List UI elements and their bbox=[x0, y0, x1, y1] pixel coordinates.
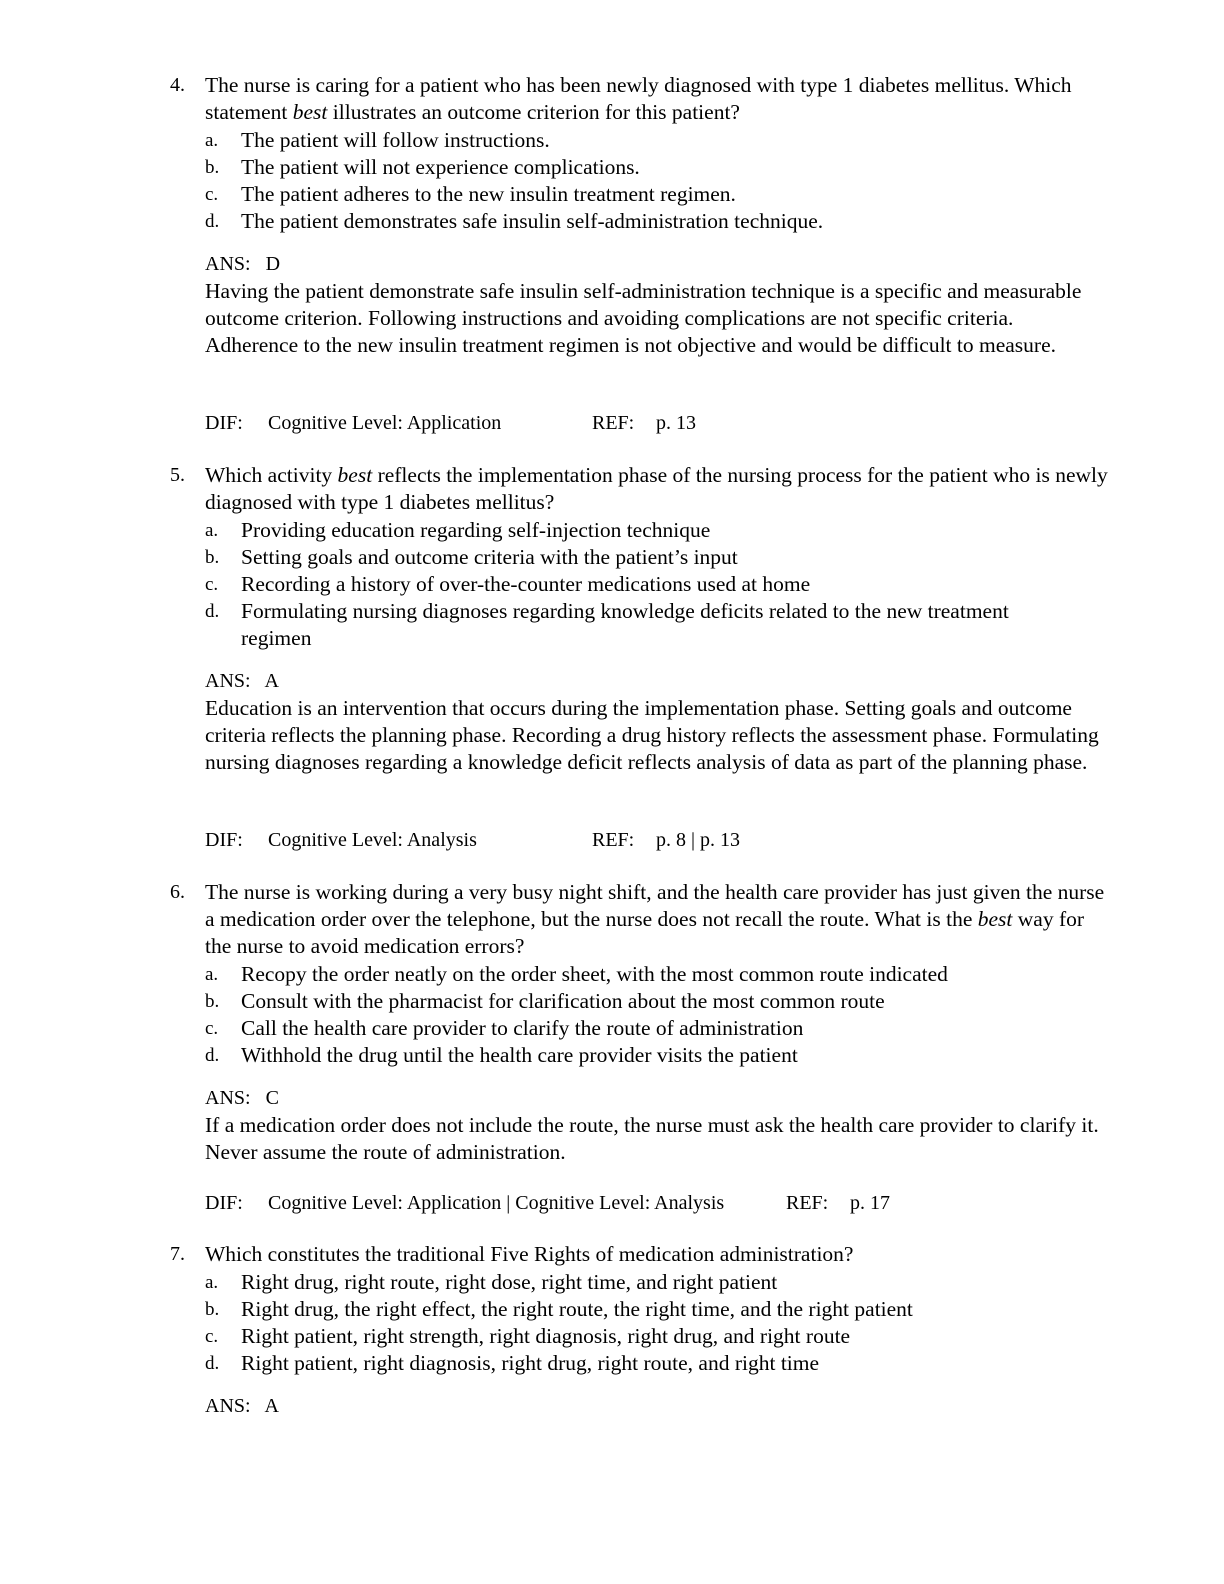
dif-label: DIF: bbox=[205, 1192, 243, 1214]
rationale: Having the patient demonstrate safe insulin self-administration technique is a specific and measurable outcome criterion. Following instructions and avoiding complications are not specific criteria. Adherence to the new insulin treatment regimen is not objective and would be difficult to measure. bbox=[205, 279, 1082, 357]
option-letter: c. bbox=[205, 574, 219, 595]
question-number: 4. bbox=[170, 74, 185, 96]
ref-label: REF: bbox=[786, 1192, 829, 1214]
option-letter: b. bbox=[205, 157, 220, 178]
option-letter: a. bbox=[205, 520, 219, 541]
dif-label: DIF: bbox=[205, 412, 243, 434]
option-text: Right drug, the right effect, the right route, the right time, and the right patient bbox=[241, 1297, 913, 1321]
answer-key: ANS: A bbox=[205, 1395, 279, 1417]
stem-text: illustrates an outcome criterion for this patient? bbox=[327, 100, 740, 124]
option-letter: b. bbox=[205, 991, 220, 1012]
stem-emphasis: best bbox=[292, 100, 328, 124]
option-text: The patient will not experience complications. bbox=[241, 155, 640, 179]
option-text: Providing education regarding self-injection technique bbox=[241, 518, 711, 542]
dif-label: DIF: bbox=[205, 829, 243, 851]
stem-text: way for the nurse to avoid medication errors? bbox=[205, 907, 1085, 958]
stem-emphasis: best bbox=[337, 463, 373, 487]
option-letter: a. bbox=[205, 964, 219, 985]
ref-value: p. 13 bbox=[656, 412, 696, 434]
option-text: Setting goals and outcome criteria with the patient’s input bbox=[241, 545, 738, 569]
option-text: Right patient, right strength, right diagnosis, right drug, and right route bbox=[241, 1324, 851, 1348]
dif-value: Cognitive Level: Analysis bbox=[268, 829, 477, 851]
ref-label: REF: bbox=[592, 412, 635, 434]
question-number: 5. bbox=[170, 464, 185, 486]
option-text: Call the health care provider to clarify the route of administration bbox=[241, 1016, 804, 1040]
answer-key: ANS: D bbox=[205, 253, 281, 275]
option-text: The patient demonstrates safe insulin self-administration technique. bbox=[241, 209, 824, 233]
option-text: Right drug, right route, right dose, right time, and right patient bbox=[241, 1270, 778, 1294]
answer-key: ANS: A bbox=[205, 670, 279, 692]
question-stem bbox=[205, 462, 1110, 516]
rationale: If a medication order does not include the route, the nurse must ask the health care provider to clarify it. Never assume the route of administration. bbox=[205, 1113, 1099, 1164]
option-letter: d. bbox=[205, 1045, 220, 1066]
option-letter: c. bbox=[205, 184, 219, 205]
option-letter: a. bbox=[205, 130, 219, 151]
ref-label: REF: bbox=[592, 829, 635, 851]
question-number: 7. bbox=[170, 1243, 185, 1265]
question-stem bbox=[205, 879, 1110, 960]
option-text: Formulating nursing diagnoses regarding knowledge deficits related to the new treatment regimen bbox=[241, 599, 1009, 650]
stem-text: Which activity bbox=[205, 463, 338, 487]
question-stem bbox=[205, 1241, 1110, 1268]
option-text: Recording a history of over-the-counter medications used at home bbox=[241, 572, 811, 596]
stem-text: The nurse is working during a very busy night shift, and the health care provider has just given the nurse a medication order over the telephone, but the nurse does not recall the route. What is the bbox=[205, 880, 1105, 931]
option-letter: d. bbox=[205, 601, 220, 622]
option-letter: c. bbox=[205, 1326, 219, 1347]
option-text: Withhold the drug until the health care provider visits the patient bbox=[241, 1043, 798, 1067]
option-text: Consult with the pharmacist for clarification about the most common route bbox=[241, 989, 885, 1013]
option-text: Right patient, right diagnosis, right drug, right route, and right time bbox=[241, 1351, 820, 1375]
stem-text: The nurse is caring for a patient who has been newly diagnosed with type 1 diabetes mellitus. Which statement bbox=[205, 73, 1072, 124]
option-text: The patient will follow instructions. bbox=[241, 128, 550, 152]
option-letter: c. bbox=[205, 1018, 219, 1039]
ref-value: p. 8 | p. 13 bbox=[656, 829, 741, 851]
ref-value: p. 17 bbox=[850, 1192, 890, 1214]
answer-key: ANS: C bbox=[205, 1087, 279, 1109]
dif-value: Cognitive Level: Application bbox=[268, 412, 502, 434]
option-letter: d. bbox=[205, 211, 220, 232]
stem-text: Which constitutes the traditional Five Rights of medication administration? bbox=[205, 1242, 854, 1266]
dif-value: Cognitive Level: Application | Cognitive Level: Analysis bbox=[268, 1192, 725, 1214]
option-letter: a. bbox=[205, 1272, 219, 1293]
rationale: Education is an intervention that occurs during the implementation phase. Setting goals and outcome criteria reflects the planning phase. Recording a drug history reflects the assessment phase. Formulating nursing diagnoses regarding a knowledge deficit reflects analysis of data as part of the planning phase. bbox=[205, 696, 1099, 774]
stem-text: reflects the implementation phase of the nursing process for the patient who is newly diagnosed with type 1 diabetes mellitus? bbox=[205, 463, 1108, 514]
option-text: Recopy the order neatly on the order sheet, with the most common route indicated bbox=[241, 962, 948, 986]
option-text: The patient adheres to the new insulin treatment regimen. bbox=[241, 182, 736, 206]
option-letter: b. bbox=[205, 1299, 220, 1320]
option-letter: b. bbox=[205, 547, 220, 568]
question-number: 6. bbox=[170, 881, 185, 903]
stem-emphasis: best bbox=[977, 907, 1013, 931]
question-stem bbox=[205, 72, 1110, 126]
option-letter: d. bbox=[205, 1353, 220, 1374]
